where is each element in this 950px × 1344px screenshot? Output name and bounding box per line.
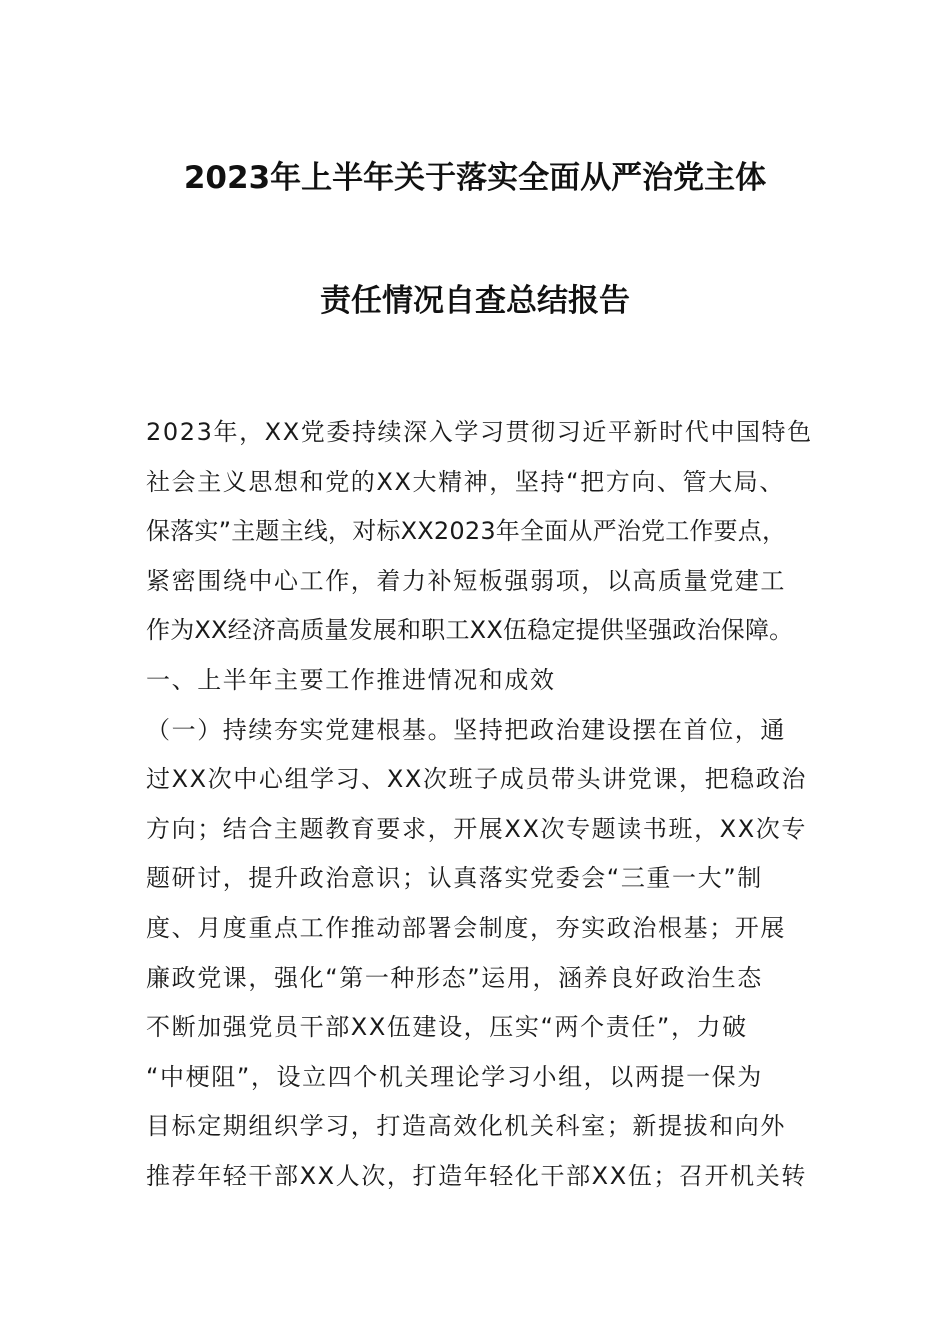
body-line: （一）持续夯实党建根基。坚持把政治建设摆在首位，通 [146, 715, 786, 744]
body-line: 不断加强党员干部XX伍建设，压实“两个责任”，力破 [146, 1013, 748, 1042]
body-line: 保落实”主题主线，对标XX2023年全面从严治党工作要点， [146, 517, 787, 546]
body-line: 度、月度重点工作推动部署会制度，夯实政治根基；开展 [146, 913, 786, 942]
body-line: 方向；结合主题教育要求，开展XX次专题读书班，XX次专 [146, 814, 807, 843]
body-line: 2023年，XX党委持续深入学习贯彻习近平新时代中国特色 [146, 418, 813, 446]
body-line: 廉政党课，强化“第一种形态”运用，涵养良好政治生态 [146, 963, 763, 992]
document-title-line-2: 责任情况自查总结报告 [320, 283, 630, 319]
document-title-line-1: 2023年上半年关于落实全面从严治党主体 [183, 160, 767, 196]
document-body [146, 408, 826, 1202]
body-line: “中梗阻”，设立四个机关理论学习小组，以两提一保为 [146, 1062, 763, 1091]
body-line: 社会主义思想和党的XX大精神，坚持“把方向、管大局、 [146, 467, 785, 496]
body-line: 过XX次中心组学习、XX次班子成员带头讲党课，把稳政治 [146, 765, 807, 794]
body-line: 推荐年轻干部XX人次，打造年轻化干部XX伍；召开机关转 [146, 1161, 807, 1190]
body-line: 紧密围绕中心工作，着力补短板强弱项，以高质量党建工 [146, 566, 786, 595]
body-line: 题研讨，提升政治意识；认真落实党委会“三重一大”制 [146, 864, 763, 893]
body-line: 目标定期组织学习，打造高效化机关科室；新提拔和向外 [146, 1112, 786, 1141]
section-heading: 一、上半年主要工作推进情况和成效 [146, 665, 556, 694]
body-line: 作为XX经济高质量发展和职工XX伍稳定提供坚强政治保障。 [146, 616, 794, 645]
